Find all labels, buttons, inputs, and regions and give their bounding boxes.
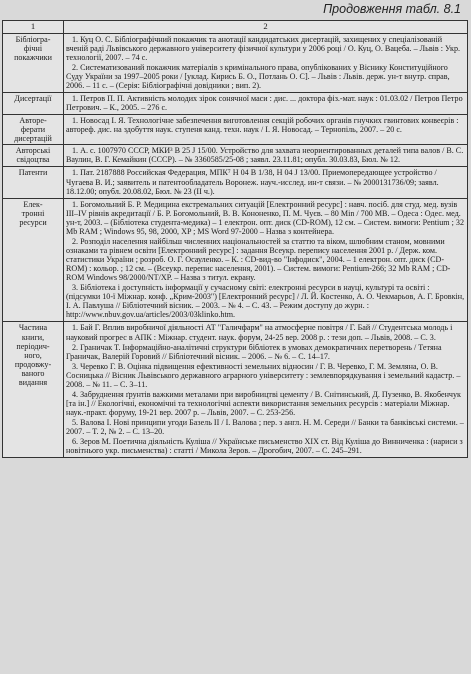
table-row: [3, 322, 468, 458]
row-entries-cell: [64, 93, 468, 115]
reference-entry: 1. Новосад І. Я. Технологічне забезпечення виготовлення секцій робочих органів гнучких гвинтових конвеєрів : автореф. дис. на здобуття наук. ступеня канд. техн. наук / І. Я. Новосад. – Тернопіль, 2007. – 20 с.: [66, 116, 459, 135]
row-entries-cell: [64, 167, 468, 198]
row-entries-cell: [64, 322, 468, 458]
row-entries-cell: [64, 115, 468, 145]
reference-entry: 2. Граничак Т. Інформаційно-аналітичні структури бібліотек в умовах демократичних перетворень / Тетяна Граничак, Валерій Горовий // Бібліотечний вісник. – 2006. – № 6. – С. 14–17.: [66, 342, 442, 361]
reference-entry: 3. Черевко Г. В. Оцінка підвищення ефективності земельних відносин / Г. В. Черевко, Г. М. Земляна, О. В. Сосницька // Вісник Львівського державного аграрного університету : землевпорядкування і земельний кадастр. – 2008. – № 11. – С. 3–11.: [66, 361, 461, 389]
category-text: Патенти: [18, 168, 48, 178]
table-row: [3, 145, 468, 167]
category-text: Дисертації: [14, 94, 52, 103]
reference-entry: 6. Зеров М. Поетична діяльність Куліша // Українське письменство XIX ст. Від Куліша до Винниченка : (нариси з новітнього укр. письменства) : статті / Микола Зеров. – Дрогобич, 2007. – С. 245–291.: [66, 437, 463, 456]
header-row: [3, 21, 468, 34]
reference-table: [2, 20, 468, 458]
reference-entry: 1. Петров П. П. Активність молодих зірок сонячної маси : дис. ... доктора фіз.-мат. наук : 01.03.02 / Петров Петро Петрович. – К., 2005. – 276 с.: [66, 94, 463, 113]
reference-entry: 2. Систематизований покажчик матеріалів з кримінального права, опублікованих у Віснику Конституційного Суду України за 1997–2005 роки / [уклад. Кирись Б. О., Потлань О. С]. – Львів : Львів. держ. ун-т внутр. справ, 2006. – 11 с. – (Серія: Бібліографічні довідники ; вип. 2).: [66, 62, 450, 90]
reference-entry: 1. Пат. 2187888 Российская Федерация, МПК⁷ Н 04 В 1/38, Н 04 J 13/00. Приемопередающее устройство / Чугаева В. И.; заявитель и патентообладатель Воронеж. науч.-исслед. ин-т связи. – № 2000131736/09; заявл. 18.12.00; опубл. 20.08.02, Бюл. № 23 (II ч.).: [66, 168, 439, 196]
reference-entry: 1. Куц О. С. Бібліографічний покажчик та анотації кандидатських дисертацій, захищених у спеціалізованій вченій раді Львівського державного університету фізичної культури у 2006 році / О. Куц, О. Вацеба. – Львів : Укр. технології, 2007. – 74 с.: [66, 34, 461, 62]
row-category-label: [3, 167, 64, 198]
column-number-2: 2: [64, 21, 468, 34]
category-text: Частина книги, періодич- ного, продовжу- ваного видання: [14, 323, 52, 387]
row-entries-cell: [64, 145, 468, 167]
row-category-label: [3, 145, 64, 167]
row-category-label: [3, 198, 64, 322]
row-category-label: [3, 93, 64, 115]
table-row: [3, 93, 468, 115]
category-text: Елек- тронні ресурси: [19, 199, 47, 227]
table-row: [3, 33, 468, 92]
reference-entry: 4. Забруднення ґрунтів важкими металами при виробництві цементу / В. Снітинський, Д. Пузенко, В. Якобенчук [та ін.] // Екологічні, економічні та технологічні аспекти використання земельних ресурсів : матеріали Міжнар. наук.-практ. форуму, 19-21 вер. 2007 р. – Львів, 2007. – С. 253-256.: [66, 389, 461, 417]
table-row: [3, 115, 468, 145]
table-row: [3, 167, 468, 198]
reference-entry: 2. Розподіл населення найбільш численних національностей за статтю та віком, шлюбним станом, мовними ознаками та рівнем освіти [Електронний ресурс] : задання Всеукр. перепису населення 2001 р. / Держ. ком. статистики України ; розроб. О. Г. Осауленко. – К. : CD-вид-во "Інфодиск", 2004. – 1 електрон. опт. диск (CD-ROM) : кольор. ; 12 см. – (Всеукр. перепис населення, 2001). – Систем. вимоги: Pentium-266; 32 Mb RAM ; CD-ROM Windows 98/2000/NT/XP. – Назва з титул. екрану.: [66, 236, 451, 283]
row-category-label: [3, 33, 64, 92]
row-category-label: [3, 115, 64, 145]
category-text: Авторе- ферати дисертацій: [14, 116, 52, 144]
reference-entry: 1. Богомольний Б. Р. Медицина екстремальних ситуацій [Електронний ресурс] : навч. посіб. для студ. мед. вузів III–IV рівнів акредитації / Б. Р. Богомольний, В. В. Кононенко, П. М. Чуєв. – 80 Min / 700 MB. – Одеса : Одес. мед. ун-т, 2003. – (Бібліотека студента-медика) – 1 електрон. опт. диск (CD-ROM), 12 см. – Систем. вимоги: Pentium ; 32 Mb RAM ; Windows 95, 98, 2000, XP ; MS Word 97-2000 – Назва з контейнера.: [66, 199, 464, 236]
reference-entry: 5. Валова І. Нові принципи угоди Базель II / І. Валова ; пер. з англ. Н. М. Середи // Банки та банківські системи. – 2007. – Т. 2, № 2. – С. 13–20.: [66, 418, 464, 437]
row-entries-cell: [64, 198, 468, 322]
reference-entry: 1. А. с. 1007970 СССР, МКИ³ В 25 J 15/00. Устройство для захвата неориентированных деталей типа валов / В. С. Ваулин, В. Г. Кемайкин (СССР). – № 3360585/25-08 ; заявл. 23.11.81; опубл. 30.03.83, Бюл. № 12.: [66, 146, 464, 165]
reference-entry: 3. Бібліотека і доступність інформації у сучасному світі: електронні ресурси в науці, культурі та освіті : (підсумки 10-ї Міжнар. конф. „Крим-2003") [Електронний ресурс] / Л. Й. Костенко, А. О. Чекмарьов, А. Г. Бровкін, І. А. Павлуша // Бібліотечний вісник. – 2003. – № 4. – С. 43. – Режим доступу до журн. : http://www.nbuv.gov.ua/articles/2003/03klinko.htm.: [66, 283, 465, 320]
table-row: [3, 198, 468, 322]
table-body: [3, 33, 468, 458]
row-entries-cell: [64, 33, 468, 92]
category-text: Бібліогра- фічні покажчики: [14, 34, 52, 62]
column-number-1: 1: [3, 21, 64, 34]
row-category-label: [3, 322, 64, 458]
continuation-heading: Продовження табл. 8.1: [323, 2, 461, 16]
category-text: Авторські свідоцтва: [15, 146, 51, 165]
reference-entry: 1. Бай Г. Вплив виробничої діяльності АТ "Галичфарм" на атмосферне повітря / Г. Бай // Студентська молодь і науковий прогрес в АПК : Міжнар. студент. наук. форум, 24-25 вер. 2008 р. : тези доп. – Львів, 2008. – С. 3.: [66, 323, 453, 342]
